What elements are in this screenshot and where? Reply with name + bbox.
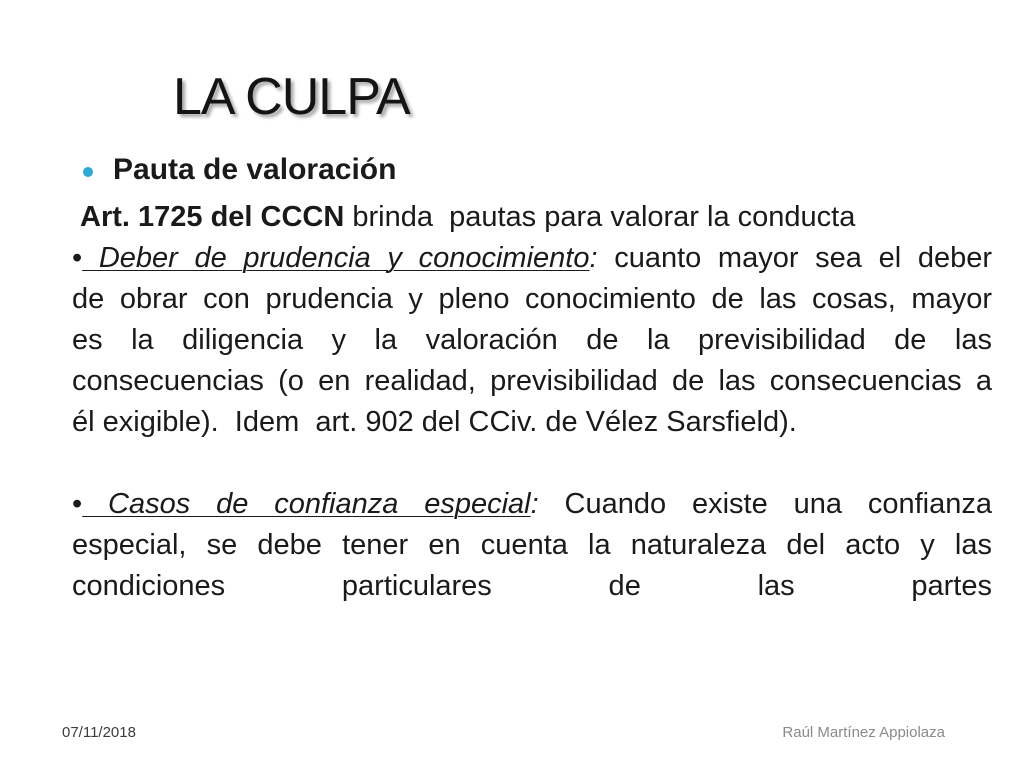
paragraph1-term: Deber de prudencia y conocimiento xyxy=(82,242,590,274)
paragraph1-line-4: consecuencias (o en realidad, previsibilidad de las consecuencias a xyxy=(72,365,992,397)
footer-date: 07/11/2018 xyxy=(62,724,136,741)
paragraph-spacer xyxy=(72,443,992,484)
paragraph2-line-2: especial, se debe tener en cuenta la naturaleza del acto y las xyxy=(72,529,992,561)
intro-bold-reference: Art. 1725 del CCCN xyxy=(80,201,345,233)
paragraph1-line-1 xyxy=(72,238,992,279)
paragraph1-line-5: él exigible). Idem art. 902 del CCiv. de Vélez Sarsfield). xyxy=(72,406,797,438)
body-text xyxy=(72,238,992,607)
bullet-dot-icon xyxy=(83,167,93,177)
paragraph1-line-2: de obrar con prudencia y pleno conocimiento de las cosas, mayor xyxy=(72,283,992,315)
paragraph2-line-1-rest: Cuando existe una confianza xyxy=(538,488,992,520)
paragraph1-line-1-rest: cuanto mayor sea el deber xyxy=(597,242,992,274)
intro-line xyxy=(80,197,855,238)
paragraph2-term: Casos de confianza especial xyxy=(82,488,531,520)
footer-author: Raúl Martínez Appiolaza xyxy=(782,724,945,741)
paragraph1-bullet: • xyxy=(72,242,83,274)
paragraph2-line-1 xyxy=(72,484,992,525)
paragraph1-line-3: es la diligencia y la valoración de la previsibilidad de las xyxy=(72,324,992,356)
paragraph2-bullet: • xyxy=(72,488,83,520)
slide-title: LA CULPA xyxy=(173,68,410,126)
paragraph2-colon: : xyxy=(530,488,539,520)
subtitle-bullet-text: Pauta de valoración xyxy=(113,153,397,186)
intro-rest: brinda pautas para valorar la conducta xyxy=(344,201,856,233)
paragraph2-line-3: condiciones particulares de las partes xyxy=(72,570,992,602)
paragraph1-colon: : xyxy=(589,242,598,274)
